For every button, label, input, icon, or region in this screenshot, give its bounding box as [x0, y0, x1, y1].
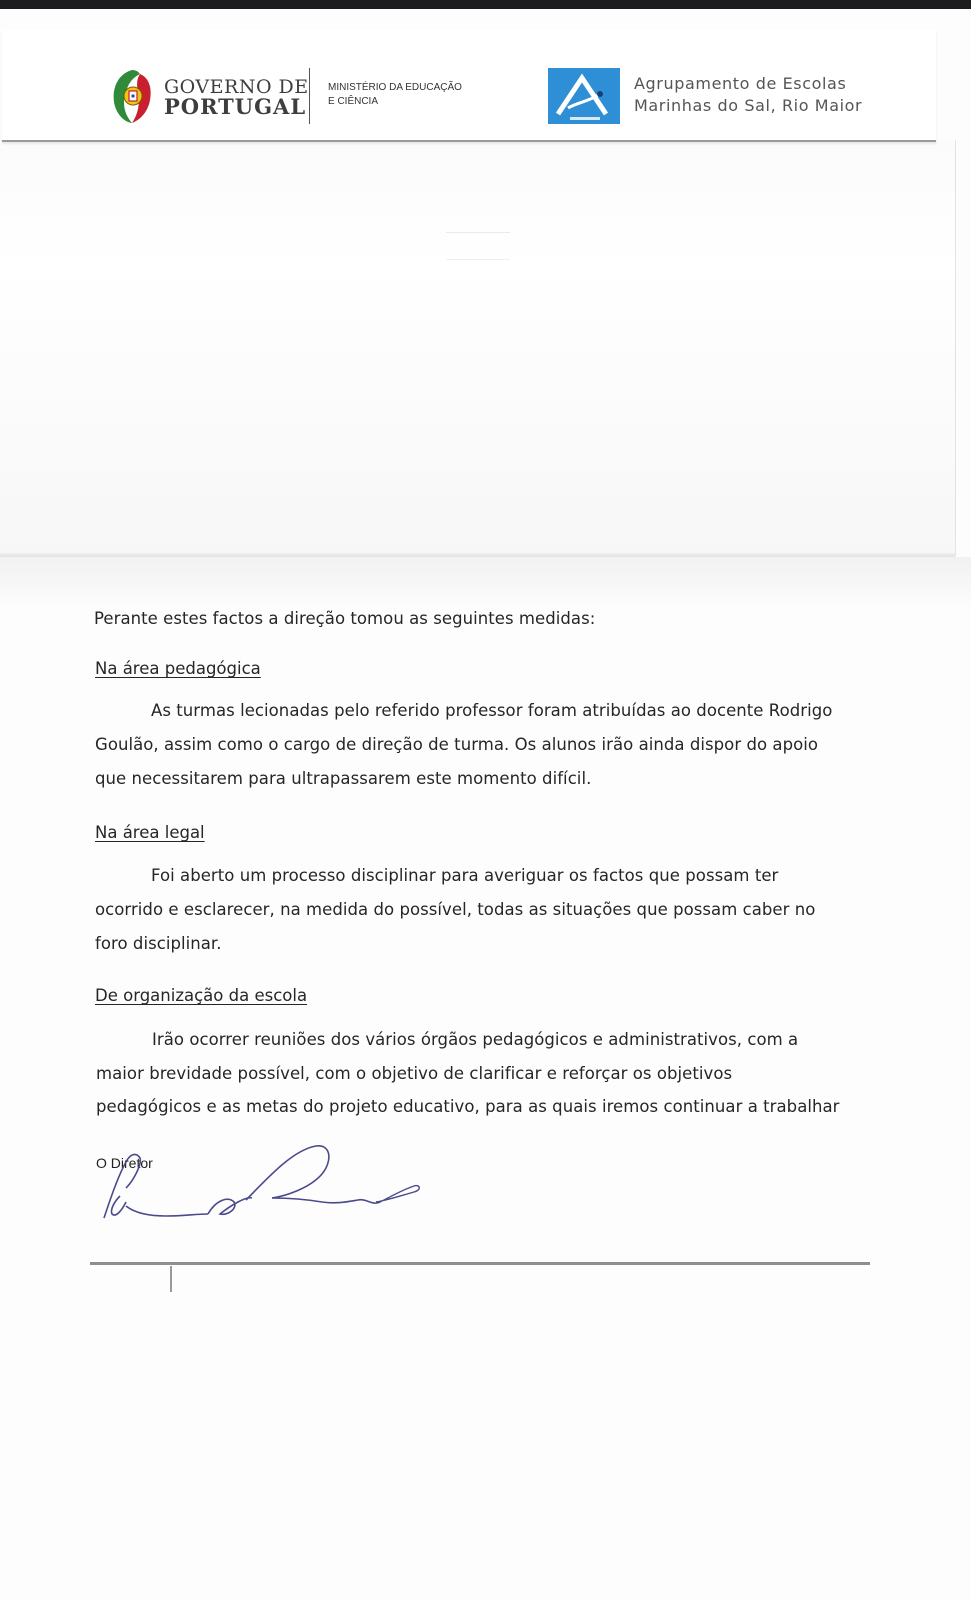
intro-paragraph: Perante estes factos a direção tomou as seguintes medidas: [94, 609, 596, 628]
paragraph-line: As turmas lecionadas pelo referido professor foram atribuídas ao docente Rodrigo [151, 701, 833, 720]
paragraph-line: Irão ocorrer reuniões dos vários órgãos pedagógicos e administrativos, com a [152, 1030, 799, 1049]
fold-mark [446, 232, 510, 260]
scan-edge [0, 0, 971, 9]
folded-flap [0, 140, 956, 556]
paragraph-line: maior brevidade possível, com o objetivo de clarificar e reforçar os objetivos [96, 1064, 733, 1083]
footer-tick-mark [170, 1266, 172, 1292]
handwritten-signature [96, 1140, 436, 1230]
footer-rule [90, 1262, 870, 1265]
portugal-coat-of-arms-icon [110, 68, 154, 124]
government-name-line1: GOVERNO DE [164, 76, 309, 98]
government-name-line2: PORTUGAL [164, 94, 307, 119]
paragraph-line: Foi aberto um processo disciplinar para averiguar os factos que possam ter [151, 866, 779, 885]
signature-label: O Diretor [96, 1155, 153, 1171]
paragraph-line: ocorrido e esclarecer, na medida do possível, todas as situações que possam caber no [95, 900, 816, 919]
header-divider [309, 68, 310, 124]
ministry-name-line1: MINISTÉRIO DA EDUCAÇÃO [328, 82, 462, 93]
section-heading-pedagogica: Na área pedagógica [95, 659, 261, 678]
section-heading-organizacao: De organização da escola [95, 986, 308, 1005]
school-name-line2: Marinhas do Sal, Rio Maior [634, 96, 863, 115]
paragraph-line: foro disciplinar. [95, 934, 222, 953]
school-logo-icon [548, 68, 620, 124]
ministry-name-line2: E CIÊNCIA [328, 96, 379, 107]
fold-shadow [0, 557, 971, 607]
paragraph-line: Goulão, assim como o cargo de direção de turma. Os alunos irão ainda dispor do apoio [95, 735, 819, 754]
paragraph-line: que necessitarem para ultrapassarem este momento difícil. [95, 769, 592, 788]
section-heading-legal: Na área legal [95, 823, 205, 842]
school-name-line1: Agrupamento de Escolas [634, 74, 847, 93]
paragraph-line: pedagógicos e as metas do projeto educativo, para as quais iremos continuar a trabalhar [96, 1097, 840, 1116]
